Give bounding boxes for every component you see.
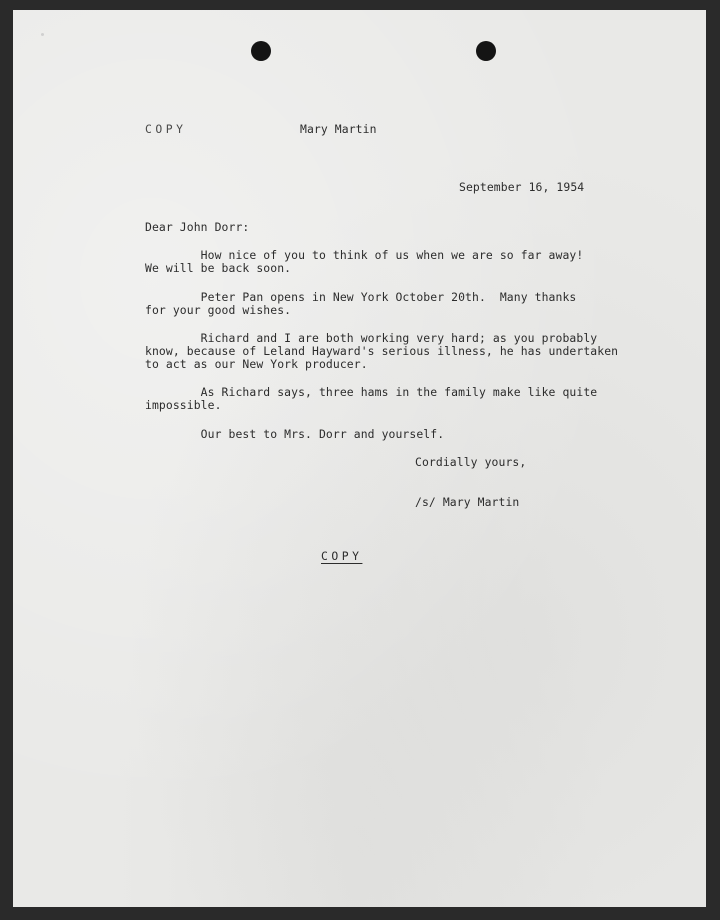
paragraph-5: Our best to Mrs. Dorr and yourself. xyxy=(145,427,445,441)
punch-hole-right xyxy=(476,41,496,61)
paragraph-4: As Richard says, three hams in the family make like quite impossible. xyxy=(145,385,598,412)
paragraph-3: Richard and I are both working very hard; as you probably know, because of Leland Hayward's serious illness, he has undertaken to act as our New York producer. xyxy=(145,331,619,371)
paragraph-1: How nice of you to think of us when we are so far away! We will be back soon. xyxy=(145,248,584,275)
letter-date: September 16, 1954 xyxy=(459,180,585,194)
salutation: Dear John Dorr: xyxy=(145,220,250,234)
letter-writer: Mary Martin xyxy=(300,122,377,136)
punch-hole-left xyxy=(251,41,271,61)
complimentary-closing: Cordially yours, xyxy=(415,455,527,469)
typed-letter-sheet xyxy=(13,10,706,907)
copy-mark-top: COPY xyxy=(145,122,187,136)
signature-line: /s/ Mary Martin xyxy=(415,495,520,509)
copy-mark-bottom: COPY xyxy=(321,549,363,563)
paper-speck xyxy=(41,33,44,36)
paragraph-2: Peter Pan opens in New York October 20th. Many thanks for your good wishes. xyxy=(145,290,577,317)
